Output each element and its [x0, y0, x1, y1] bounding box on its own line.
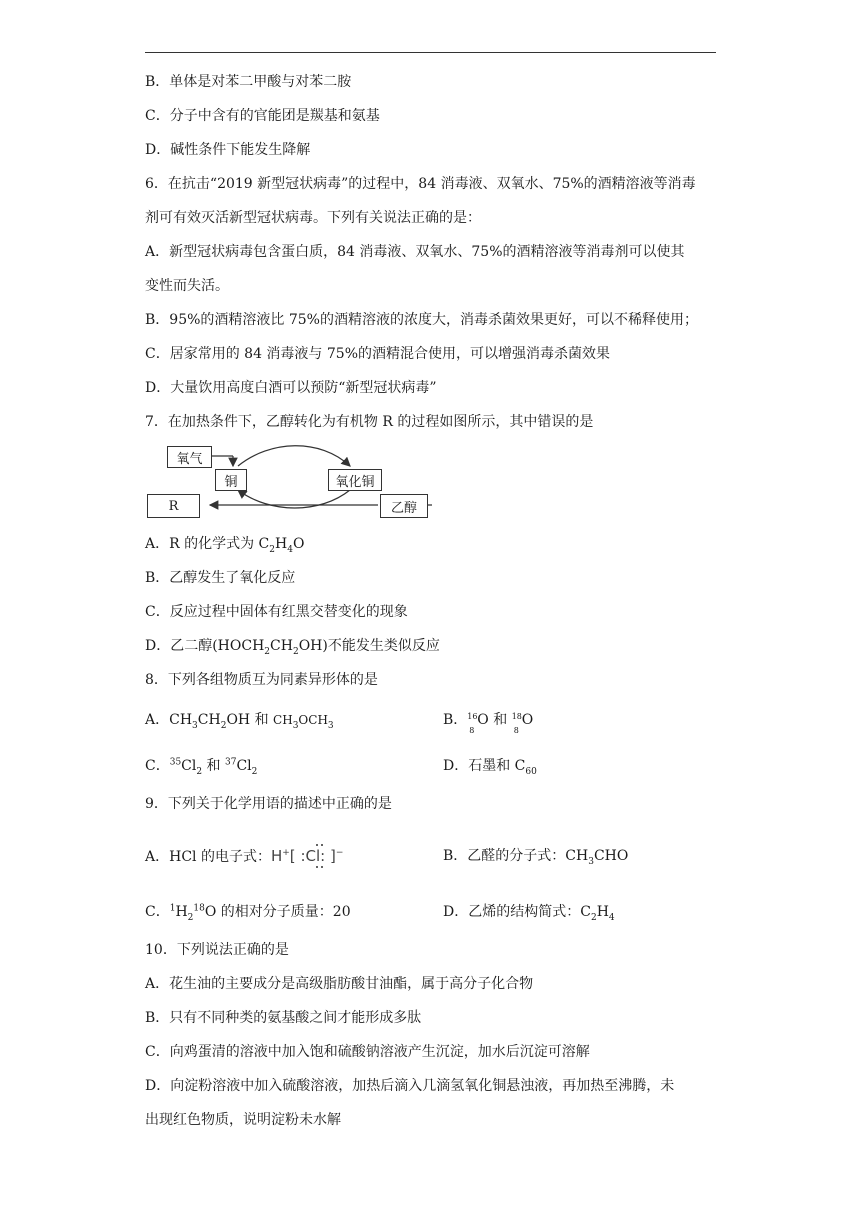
q8-stem: 8．下列各组物质互为同素异形体的是 [145, 672, 378, 688]
q6-stem-line2: 剂可有效灭活新型冠状病毒。下列有关说法正确的是： [145, 210, 481, 226]
q7-option-a: A．R 的化学式为 $C_2H_4O$ [145, 536, 305, 555]
q10-option-a: A．花生油的主要成分是高级脂肪酸甘油酯，属于高分子化合物 [145, 976, 534, 992]
q10-option-d-line2: 出现红色物质，说明淀粉未水解 [145, 1112, 341, 1128]
q9-option-d: D．乙烯的结构简式：$C_2H_4$ [443, 904, 615, 923]
q8-option-d: D．石墨和 $C_{60}$ [443, 758, 537, 777]
q9-option-a: A．HCl 的电子式：H+[ :Cl: ]− [145, 846, 343, 867]
q8-option-b: B． 16 8 O 和 18 8 O [443, 712, 534, 735]
option-d-prev: D．碱性条件下能发生降解 [145, 142, 311, 158]
q8-option-c: C．$^{35}Cl_2$ 和 $^{37}Cl_2$ [145, 757, 258, 777]
q8-option-a: A．$CH_3CH_2OH$ 和 $CH_3OCH_3$ [145, 712, 334, 731]
oxygen-box: 氧气 [167, 446, 212, 468]
q6-option-a-line1: A．新型冠状病毒包含蛋白质，84 消毒液、双氧水、75%的酒精溶液等消毒剂可以使其 [145, 244, 685, 260]
q9-option-b: B．乙醛的分子式：$CH_3CHO$ [443, 848, 629, 867]
q6-option-b: B．95%的酒精溶液比 75%的酒精溶液的浓度大，消毒杀菌效果更好，可以不稀释使用； [145, 312, 698, 328]
q9-stem: 9．下列关于化学用语的描述中正确的是 [145, 796, 392, 812]
q10-stem: 10．下列说法正确的是 [145, 942, 289, 958]
q7-option-b: B．乙醇发生了氧化反应 [145, 570, 296, 586]
q6-option-a-line2: 变性而失活。 [145, 278, 229, 294]
q7-option-c: C．反应过程中固体有红黑交替变化的现象 [145, 604, 408, 620]
option-b-prev: B．单体是对苯二甲酸与对苯二胺 [145, 74, 352, 90]
q7-option-d: D．乙二醇$(HOCH_2CH_2OH)$不能发生类似反应 [145, 638, 440, 657]
r-box: R [147, 494, 200, 518]
q6-option-d: D．大量饮用高度白酒可以预防“新型冠状病毒” [145, 380, 437, 396]
copper-oxide-box: 氧化铜 [328, 469, 382, 491]
q10-option-c: C．向鸡蛋清的溶液中加入饱和硫酸钠溶液产生沉淀，加水后沉淀可溶解 [145, 1044, 590, 1060]
q6-option-c: C．居家常用的 84 消毒液与 75%的酒精混合使用，可以增强消毒杀菌效果 [145, 346, 610, 362]
q9-option-c: C．$^1H_2^{18}O$ 的相对分子质量：20 [145, 903, 351, 923]
q7-stem: 7．在加热条件下，乙醇转化为有机物 R 的过程如图所示，其中错误的是 [145, 414, 594, 430]
q10-option-d-line1: D．向淀粉溶液中加入硫酸溶液，加热后滴入几滴氢氧化铜悬浊液，再加热至沸腾，未 [145, 1078, 675, 1094]
q10-option-b: B．只有不同种类的氨基酸之间才能形成多肽 [145, 1010, 422, 1026]
q6-stem-line1: 6．在抗击“2019 新型冠状病毒”的过程中，84 消毒液、双氧水、75%的酒精溶液等消毒 [145, 176, 696, 192]
hcl-electron-formula: H+[ :Cl: ]− [271, 846, 343, 866]
header-rule [145, 52, 716, 53]
ethanol-box: 乙醇 [380, 494, 428, 518]
copper-box: 铜 [215, 469, 247, 491]
option-c-prev: C．分子中含有的官能团是羰基和氨基 [145, 108, 380, 124]
